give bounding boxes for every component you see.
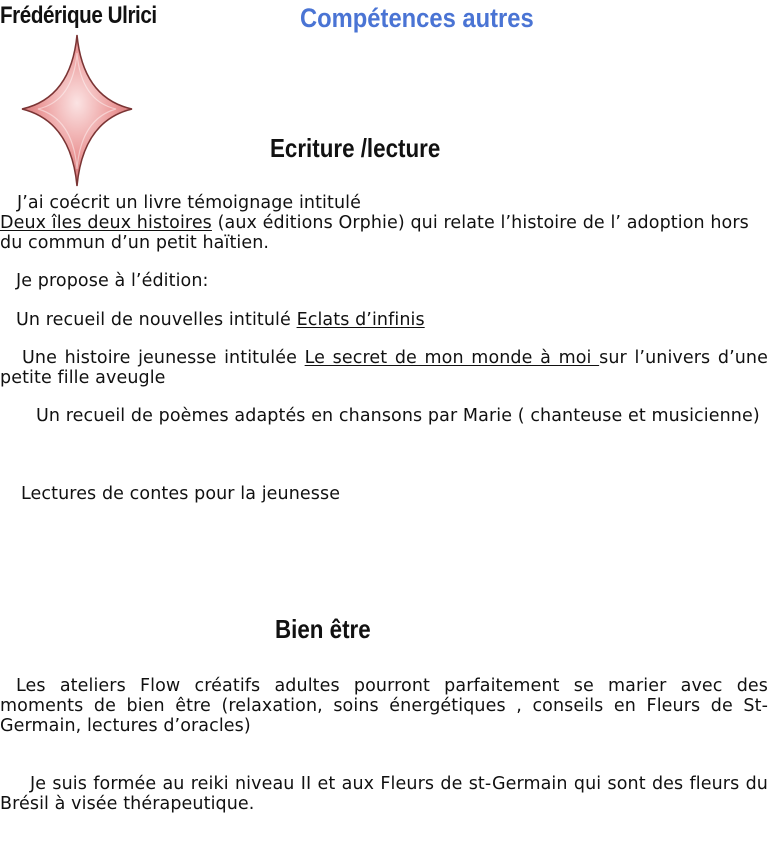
- paragraph-reiki: Je suis formée au reiki niveau II et aux Fleurs de st-Germain qui sont des fleurs du Brésil à visée thérapeutique.: [0, 774, 768, 814]
- youth-story-prefix: Une histoire jeunesse intitulée: [22, 348, 305, 368]
- youth-story-rest: sur l’univers d’une petite fille aveugle: [0, 348, 768, 388]
- paragraph-book-rest: (aux éditions Orphie) qui relate l’histoire de l’ adoption hors du commun d’un petit haïtien.: [0, 213, 749, 253]
- paragraph-flow-workshops: Les ateliers Flow créatifs adultes pourront parfaitement se marier avec des moments de bien être (relaxation, soins énergétiques , conseils en Fleurs de St-Germain, lectures d’oracles): [0, 676, 768, 736]
- section-heading-wellbeing: Bien être: [275, 614, 371, 644]
- author-name: Frédérique Ulrici: [0, 2, 157, 29]
- page-title: Compétences autres: [300, 3, 534, 33]
- paragraph-poems: Un recueil de poèmes adaptés en chansons par Marie ( chanteuse et musicienne): [36, 406, 760, 426]
- paragraph-proposal: Je propose à l’édition:: [16, 271, 209, 291]
- paragraph-short-stories: [0, 310, 768, 330]
- paragraph-youth-story: [0, 348, 768, 388]
- book-title-link: Deux îles deux histoires: [0, 213, 212, 233]
- paragraph-book: [0, 193, 768, 253]
- four-point-star-icon: [20, 33, 134, 188]
- section-heading-writing: Ecriture /lecture: [270, 133, 441, 163]
- paragraph-book-line1: J’ai coécrit un livre témoignage intitulé: [17, 193, 361, 213]
- youth-story-title: Le secret de mon monde à moi: [304, 348, 600, 368]
- short-stories-prefix: Un recueil de nouvelles intitulé: [16, 310, 297, 330]
- short-stories-title: Eclats d’infinis: [296, 310, 425, 330]
- paragraph-tales: Lectures de contes pour la jeunesse: [21, 484, 341, 504]
